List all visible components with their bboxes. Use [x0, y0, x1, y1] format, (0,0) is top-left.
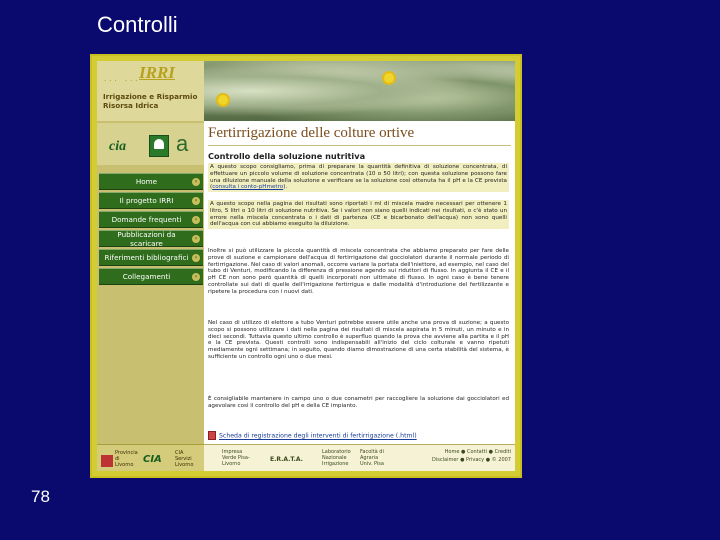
chevron-right-icon: › [192, 197, 200, 205]
paragraph-3: Inoltre si può utilizzare la piccola quantità di miscela concentrata che abbiamo preparato per fare delle prove di suzione e campionare dell'acqua di fertirrigazione dai gocciolatori durante il normale periodo di fertirrigazione. Nel caso di valori anomali, occorre variare la portata dell'iniettore, ad esempio, nel caso del tubo di Venturi, modificando la differenza di pressione agendo sui riduttori di flusso. In aggiunta il CE e il pH CE non sono però quantità di quelli incorporati non ultimate di flusso. In ogni caso è bene tenere controllate sui dati di quelle dell'irrigazione fertirrigua e dalle modalità d'introduzione del fertilizzante e ripetere la procedura con i nuovi dati. [208, 248, 509, 295]
nav-item-label: Home [135, 177, 158, 186]
nav-item-collegamenti[interactable] [99, 268, 203, 285]
logo-dots: ... ... [103, 75, 140, 83]
paragraph-1 [208, 163, 509, 192]
sponsor-provincia[interactable]: Provincia di Livorno [115, 450, 138, 468]
footer-links-row2[interactable]: Disclaimer ● Privacy ● © 2007 [432, 457, 511, 463]
logo-tagline-line2: Risorsa Idrica [103, 101, 159, 110]
hero-image [204, 61, 515, 121]
nav-item-riferimenti[interactable] [99, 249, 203, 266]
chevron-right-icon: › [192, 254, 200, 262]
paragraph-1-end: ). [283, 184, 288, 191]
paragraph-4: Nel caso di utilizzo di elettore a tubo Venturi potrebbe essere utile anche una prova di suzione; a questo scopo si possono utilizzare i dati nella pagina dei risultati di miscela aspirata in 5 minuti, un minuto e in dieci secondi. Tuttavia questo ultimo controllo è superfluo quando la prova che avviene alla partita e il pH e la CE prevista. Questi controlli sono indispensabili all'inizio del ciclo colturale e vanno ripetuti mediamente ogni settimana; in seguito, quando diamo dimostrazione di una certa stabilità del sistema, è sufficiente un controllo ogni uno o due mesi. [208, 320, 509, 360]
footer-logo-facolta[interactable]: Facoltà di Agraria Univ. Pisa [360, 449, 384, 467]
logo-tagline [103, 92, 203, 110]
flower-graphic [218, 95, 228, 105]
nav-item-progetto[interactable] [99, 192, 203, 209]
nav-item-label: Domande frequenti [111, 215, 182, 224]
paragraph-2: A questo scopo nella pagina dei risultati sono riportati i ml di miscela madre necessari per ottenere 1 litro, 5 litri o 10 litri di soluzione nutritiva. Se i valori non siano quelli indicati nei risultati, o c'è stato un errore nella miscela concentrata o i dati di partenza (CE e bicarbonato dell'acqua) non sono quelli dell'acqua con cui abbiamo eseguito la diluizione. [210, 201, 507, 228]
nav-item-label: Pubblicazioni da scaricare [117, 229, 176, 248]
main-content [204, 61, 515, 471]
nav-item-label: Riferimenti bibliografici [104, 253, 189, 262]
section-title: Controllo della soluzione nutritiva [208, 151, 366, 161]
a-logo[interactable]: a [176, 131, 189, 156]
footer-logo-impresa[interactable]: Impresa Verde Pisa-Livorno [222, 449, 250, 467]
partner-logos [97, 123, 204, 165]
nav-item-home[interactable] [99, 173, 203, 190]
sponsor-cia-servizi[interactable]: CIA Servizi Livorno [175, 450, 194, 468]
page-title: Fertirrigazione delle colture ortive [208, 125, 415, 141]
heading-divider [208, 145, 511, 146]
sidebar-nav [99, 173, 203, 287]
footer-links-row1[interactable]: Home ● Contatti ● Crediti [444, 449, 511, 455]
registration-sheet-link[interactable] [208, 431, 417, 440]
footer-logo-lab[interactable]: Laboratorio Nazionale Irrigazione [322, 449, 351, 467]
slide-page-number: 78 [31, 487, 50, 506]
paragraph-1-text: A questo scopo consigliamo, prima di preparare la quantità definitiva di soluzione concentrata, di effettuare un piccolo volume di soluzione concentrata (10 o 50 litri); con questa soluzione possono fare una diluizione manuale della soluzione e verificare se la soluzione così ottenuta ha il pH e la CE prevista ( [210, 164, 507, 191]
nav-item-faq[interactable] [99, 211, 203, 228]
document-icon [208, 431, 216, 440]
chevron-right-icon: › [192, 178, 200, 186]
cia-logo[interactable]: cia [109, 139, 127, 154]
flower-graphic [384, 73, 394, 83]
nav-item-pubblicazioni[interactable] [99, 230, 203, 247]
website-screenshot [90, 54, 522, 478]
chevron-right-icon: › [192, 273, 200, 281]
sidebar [97, 61, 204, 471]
slide-title: Controlli [97, 12, 178, 37]
paragraph-5: È consigliabile mantenere in campo uno o due conametri per raccogliere la soluzione dai gocciolatori ed agevolare così il controllo del pH e della CE impianto. [208, 396, 509, 409]
logo-wordmark: IRRI [139, 63, 175, 82]
website-frame [97, 61, 515, 471]
conto-phmetro-link[interactable]: consulta i conto-pHmetro [212, 184, 284, 191]
sidebar-sponsors [97, 444, 204, 471]
logo-tagline-line1: Irrigazione e Risparmio [103, 92, 198, 101]
nav-item-label: Collegamenti [122, 272, 171, 281]
footer-logo-erata[interactable]: E.R.A.T.A. [270, 456, 303, 463]
tree-logo-icon[interactable] [149, 135, 169, 157]
chevron-right-icon: › [192, 216, 200, 224]
sponsor-cia-logo[interactable]: CIA [143, 454, 162, 465]
nav-item-label: Il progetto IRRI [119, 196, 174, 205]
chevron-right-icon: › [192, 235, 200, 243]
footer-links [432, 448, 511, 464]
provincia-crest-icon [101, 455, 113, 467]
page-footer [204, 444, 515, 471]
registration-sheet-label: Scheda di registrazione degli interventi di fertirrigazione (.html) [219, 432, 417, 440]
irri-logo[interactable] [97, 61, 204, 121]
